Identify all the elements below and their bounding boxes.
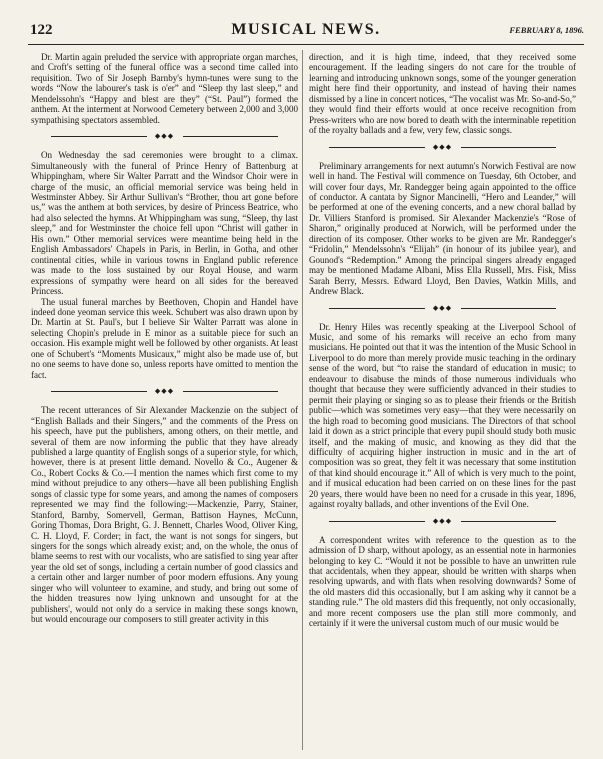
paragraph-funeral-marches: The usual funeral marches by Beethoven, Chopin and Handel have indeed done yeoman service this week. Schubert was also drawn upon by Dr. Martin at St. Paul's, but I believe Sir Walter Parratt was alone in selecting Chopin's prelude in E minor as a suitable piece for such an occasion. His example might well be followed by other organists. At least one of Schubert's “Moments Musicaux,” might also be made use of, but no one seems to have done so, unless reports have omitted to mention the fact. [31, 296, 298, 380]
section-separator [31, 130, 298, 142]
section-separator [31, 385, 298, 397]
section-separator [309, 302, 576, 314]
page-header [28, 22, 584, 45]
ornament-divider: ◆◆◆ [432, 516, 453, 525]
column-divider [302, 50, 303, 750]
left-column [31, 52, 298, 752]
page-number: 122 [30, 22, 53, 38]
paragraph-henry-hiles: Dr. Henry Hiles was recently speaking at the Liverpool School of Music, and some of his remarks will receive an echo from many musicians. He pointed out that it was the intention of the Music School in Liverpool to do more than merely provide music teaching in the ordinary sense of the word, but “to raise the standard of education in music; to endeavour to disabuse the minds of those numerous individuals who thought that because they were sufficiently advanced in their studies to permit their playing or singing so as to please their friends or the British public—which was sometimes very easy—that they were necessarily on the high road to becoming good musicians. The Directors of that school laid it down as a strict principle that every pupil should study both music itself, and the making of music, and knowing as they did that the difficulty of acquiring higher instruction in music and in the art of composition was so great, they felt it was necessary that some institution of that kind should encourage it.” All of which is very much to the point, and if musical education had been carried on on these lines for the past 20 years, there would have been no need for a crusade in this year, 1896, against royalty ballads, and other inventions of the Evil One. [309, 321, 576, 510]
right-column [309, 52, 576, 752]
issue-date: FEBRUARY 8, 1896. [509, 25, 584, 35]
ornament-divider: ◆◆◆ [432, 142, 453, 151]
paragraph-english-ballads: The recent utterances of Sir Alexander Mackenzie on the subject of “English Ballads and their Singers,” and the comments of the Press on his speech, have put the publishers, among others, on their mettle, and several of them are now informing the public that they have already published a large quantity of English songs of a superior style, for which, however, there is at present little demand. Novello & Co., Augener & Co., Robert Cocks & Co.—I mention the names which first come to my mind without prejudice to any others—have all been publishing English songs of classic type for some years, and among the names of composers represented we may find the following:—Mackenzie, Parry, Stainer, Stanford, Barnby, Somervell, German, Battison Haynes, McCunn, Goring Thomas, Dora Bright, G. J. Bennett, Charles Wood, Oliver King, C. H. Lloyd, F. Corder; in fact, the want is not songs for singers, but singers for the songs which already exist; and, on the whole, the onus of blame seems to rest with our vocalists, who are satisfied to sing year after year the old set of songs, including a certain number of good classics and a certain other and larger number of poor modern effusions. Any young singer who will volunteer to examine, and study, and bring out some of the hidden treasures now lying unknown and unsought for at the publishers', would not only do a service in making these songs known, but would encourage our composers to still greater activity in this [31, 405, 298, 625]
ornament-divider: ◆◆◆ [432, 303, 453, 312]
paragraph-correspondent-d-sharp: A correspondent writes with reference to the question as to the admission of D sharp, without apology, as an essential note in harmonies belonging to key C. “Would it not be possible to have an unwritten rule that accidentals, when they appear, should be written with sharps when resolving upwards, and with flats when resolving downwards? Some of the old masters did this occasionally, but I am asking why it cannot be a standing rule.” The old masters did this frequently, not only occasionally, and more recent composers use the plan still more commonly, and certainly if it were the universal custom much of our music would be [309, 534, 576, 629]
masthead-title: MUSICAL NEWS. [231, 21, 381, 38]
ornament-divider: ◆◆◆ [154, 387, 175, 396]
ornament-divider: ◆◆◆ [154, 132, 175, 141]
paragraph-encouragement: direction, and it is high time, indeed, that they received some encouragement. If the leading singers do not care for the trouble of learning and introducing unknown songs, some of the younger generation might here find their opportunity, and instead of having their names dismissed by a line in concert notices, “The vocalist was Mr. So-and-So,” they would find their efforts would at once receive recognition from Press-writers who are now bored to death with the interminable repetition of the royalty ballads and a few, very few, classic songs. [309, 52, 576, 136]
paragraph-wednesday-ceremonies: On Wednesday the sad ceremonies were brought to a climax. Simultaneously with the funeral of Prince Henry of Battenburg at Whippingham, where Sir Walter Parratt and the Windsor Choir were in charge of the music, an official memorial service was being held in Westminster Abbey. Sir Arthur Sullivan's “Brother, thou art gone before us,” was the anthem at both services, by desire of Princess Beatrice, who had also selected the hymns. At Whippingham was sung, “Sleep, thy last sleep,” and for Westminster the choice fell upon “Christ will gather in His own.” Other memorial services were meantime being held in the English Ambassadors' Chapels in Paris, in Berlin, in Gotha, and other continental cities, while in various towns in England public reference was made to the loss sustained by our Royal House, and warm expressions of sympathy were heard on all sides for the bereaved Princess. [31, 150, 298, 297]
section-separator [309, 141, 576, 153]
paragraph-norwich-festival: Preliminary arrangements for next autumn's Norwich Festival are now well in hand. The Festival will commence on Tuesday, 6th October, and will cover four days, Mr. Randegger being again appointed to the office of conductor. A cantata by Signor Mancinelli, “Hero and Leander,” will be performed at one of the evening concerts, and a new choral ballad by Dr. Villiers Stanford is promised. Sir Alexander Mackenzie's “Rose of Sharon,” originally produced at Norwich, will be performed under the direction of its composer. Other works to be given are Mr. Randegger's “Fridolin,” Mendelssohn's “Elijah” (in honour of its jubilee year), and Gounod's “Redemption.” Among the principal singers already engaged may be mentioned Madame Albani, Miss Ella Russell, Mrs. Fisk, Miss Sarah Berry, Messrs. Edward Lloyd, Ben Davies, Watkin Mills, and Andrew Black. [309, 160, 576, 297]
section-separator [309, 515, 576, 527]
paragraph-funeral-service: Dr. Martin again preluded the service with appropriate organ marches, and Croft's setting of the funeral office was a second time called into requisition. Two of Sir Joseph Barnby's hymn-tunes were sung to the words “Now the labourer's task is o'er” and “Sleep thy last sleep,” and Mendelssohn's “Happy and blest are they” (“St. Paul”) formed the anthem. At the interment at Norwood Cemetery between 2,000 and 3,000 sympathising spectators assembled. [31, 52, 298, 125]
